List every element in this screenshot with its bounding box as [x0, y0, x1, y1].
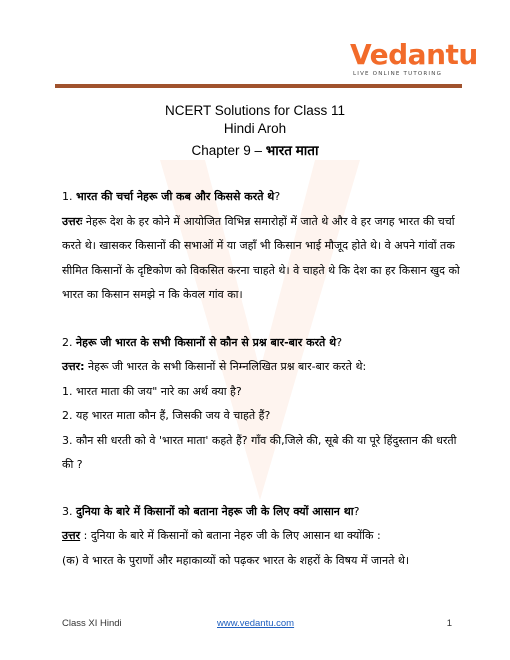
q1-number: 1.	[62, 190, 76, 203]
footer-class-label: Class XI Hindi	[62, 618, 122, 629]
a3-text: : दुनिया के बारे में किसानों को बताना नेहरु जी के लिए आसान था क्योंकि :	[80, 529, 381, 542]
chapter-heading	[0, 141, 510, 159]
a2-label: उत्तर:	[62, 360, 85, 373]
q2-qmark: ?	[336, 335, 343, 349]
answer-2	[62, 355, 462, 380]
a3-label: उत्तर	[62, 529, 81, 542]
logo-wordmark: Vedantu	[350, 38, 478, 71]
question-1	[62, 185, 462, 210]
chapter-prefix: Chapter 9 –	[191, 143, 266, 158]
question-2	[62, 331, 462, 356]
footer-website-link[interactable]: www.vedantu.com	[217, 618, 295, 629]
doc-title: NCERT Solutions for Class 11	[164, 103, 346, 118]
page-number: 1	[446, 618, 452, 629]
a2-text: नेहरू जी भारत के सभी किसानों से निम्नलिखित प्रश्न बार-बार करते थे:	[84, 360, 367, 373]
a1-text: नेहरू देश के हर कोने में आयोजित विभिन्न समारोहों में जाते थे और वे हर जगह भारत की चर्चा करते थे। खासकर किसानों की सभाओं में या जहाँ भी किसान भाई मौजूद होते थे। वे अपने गांवों तक सीमित किसानों के दृष्टिकोण को विकसित करना चाहते थे। वे चाहते थे कि देश का हर किसान खुद को भारत का किसान समझे न कि केवल गांव का।	[62, 214, 460, 301]
q3-text: दुनिया के बारे में किसानों को बताना नेहरू जी के लिए क्यों आसान था	[76, 504, 354, 518]
chapter-title: भारत माता	[265, 143, 319, 158]
a1-label: उत्तरः	[62, 214, 83, 228]
q3-qmark: ?	[353, 504, 360, 518]
answer-2-item: 2. यह भारत माता कौन हैं, जिसकी जय वे चाहते हैं?	[62, 409, 271, 422]
page-footer	[62, 618, 452, 629]
q1-text: भारत की चर्चा नेहरू जी कब और किससे करते थे	[76, 190, 275, 203]
answer-3	[62, 524, 462, 549]
answer-3-item: (क) वे भारत के पुराणों और महाकाव्यों को पढ़कर भारत के शहरों के विषय में जानते थे।	[62, 553, 410, 567]
doc-subject: Hindi Aroh	[223, 121, 287, 136]
logo-tagline: LIVE ONLINE TUTORING	[353, 71, 443, 77]
question-3	[62, 500, 462, 525]
q3-number: 3.	[62, 504, 76, 518]
header-divider	[55, 84, 462, 88]
document-body	[62, 185, 462, 573]
q2-text: नेहरू जी भारत के सभी किसानों से कौन से प्रश्न बार-बार करते थे	[76, 335, 337, 349]
vedantu-logo	[350, 38, 478, 77]
answer-1	[62, 210, 462, 308]
q2-number: 2.	[62, 335, 76, 349]
answer-2-item: 1. भारत माता की जय" नारे का अर्थ क्या है?	[62, 384, 242, 398]
answer-2-item: 3. कौन सी धरती को वे 'भारत माता' कहते हैं? गाँव की,जिले की, सूबे की या पूरे हिंदुस्तान की धरती की ?	[62, 433, 457, 471]
q1-qmark: ?	[274, 190, 281, 203]
